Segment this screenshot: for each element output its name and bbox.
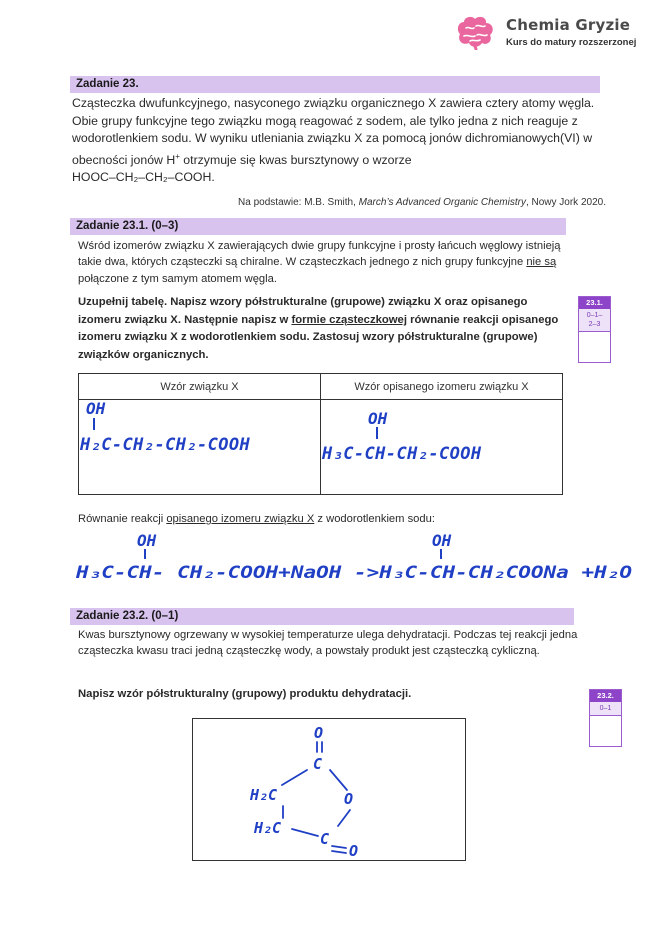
subtask-232-instruction: Napisz wzór półstrukturalny (grupowy) produktu dehydratacji. — [78, 688, 412, 700]
score-points-line-2: 2–3 — [588, 321, 601, 328]
source-book: March’s Advanced Organic Chemistry — [358, 197, 526, 208]
subtask-232-title: Zadanie 23.2. (0–1) — [70, 608, 574, 625]
table-header-compound-x: Wzór związku X — [79, 374, 320, 400]
equation-text: H₃C-CH- CH₂-COOH+NaOH ->H₃C-CH-CH₂COONa +H₂O — [74, 563, 633, 582]
atom-h2c-2: H₂C — [254, 819, 282, 837]
atom-h2c-1: H₂C — [250, 786, 278, 804]
intro-text-cont: otrzymuje się kwas bursztynowy o wzorze — [179, 152, 412, 167]
score-points-line-1: 0–1 — [599, 705, 612, 712]
equation-oh-2: OH — [432, 531, 452, 550]
subtask-232-text: Kwas bursztynowy ogrzewany w wysokiej temperaturze ulega dehydratacji. Podczas tej reakcji jedna cząsteczka kwasu traci jedną cząsteczkę wody, a powstały produkt jest cząsteczką cykliczną. — [78, 629, 578, 658]
answer-isomer-oh: OH — [368, 409, 388, 428]
task-title: Zadanie 23. — [70, 76, 600, 93]
instruction-underlined: formie cząsteczkowej — [291, 313, 407, 326]
subtask-231-text-b: połączone z tym samym atomem węgla. — [78, 272, 277, 285]
source-prefix: Na podstawie: M.B. Smith, — [238, 197, 359, 208]
intro-superscript: + — [175, 151, 180, 161]
source-suffix: , Nowy Jork 2020. — [525, 197, 606, 208]
answer-x-formula: H₂C-CH₂-CH₂-COOH — [80, 435, 251, 455]
intro-formula: HOOC–CH₂–CH₂–COOH. — [72, 170, 215, 185]
bond-double-4 — [332, 851, 346, 853]
score-label: 23.2. — [590, 690, 621, 702]
brand-subtitle: Kurs do matury rozszerzonej — [506, 37, 637, 48]
atom-c-bottom: C — [320, 830, 330, 848]
bond-ring-1 — [282, 770, 307, 785]
instruction-b: równanie reakcji opisanego izomeru związku X z wodorotlenkiem sodu. Zastosuj wzory półstrukturalne (grupowe) związków organicznych. — [78, 313, 559, 361]
answer-isomer-formula: H₃C-CH-CH₂-COOH — [322, 444, 482, 464]
intro-text: Cząsteczka dwufunkcyjnego, nasyconego związku organicznego X zawiera cztery atomy węgla. Obie grupy funkcyjne tego związku mogą reagować z sodem, ale tylko jedna z nich reaguje z wodorotlenkiem sodu. W wyniku utleniania związku X za pomocą jonów dichromianowych(VI) w obecności jonów H — [72, 96, 595, 167]
atom-c-top: C — [313, 755, 323, 773]
table-header-isomer: Wzór opisanego izomeru związku X — [321, 374, 562, 400]
bond-ring-4 — [338, 810, 350, 826]
bond-ring-2 — [330, 770, 347, 790]
score-points-line-1: 0–1– — [586, 312, 603, 319]
instruction-a: Uzupełnij tabelę. Napisz wzory półstrukturalne (grupowe) związku X oraz opisanego izomeru związku X. Następnie napisz w — [78, 296, 528, 326]
score-label: 23.1. — [579, 297, 610, 309]
subtask-231-title: Zadanie 23.1. (0–3) — [70, 218, 566, 235]
answer-x-oh: OH — [86, 399, 106, 418]
equation-label-b: z wodorotlenkiem sodu: — [314, 513, 435, 525]
equation-label-a: Równanie reakcji — [78, 513, 167, 525]
bond-double-3 — [332, 846, 346, 848]
subtask-231-underlined: nie są — [526, 256, 557, 269]
subtask-231-text-a: Wśród izomerów związku X zawierających dwie grupy funkcyjne i prosty łańcuch węglowy istnieją takie dwa, których cząsteczki są chiralne. W cząsteczkach jednego z nich grupy funkcyjne — [78, 240, 561, 269]
atom-o-top: O — [314, 724, 324, 742]
equation-oh-1: OH — [137, 531, 157, 550]
equation-label-underlined: opisanego izomeru związku X — [166, 513, 315, 525]
atom-o-ring: O — [344, 790, 354, 808]
bond-ring-5 — [292, 829, 318, 836]
brand-title: Chemia Gryzie — [506, 16, 631, 34]
atom-o-bottom: O — [349, 842, 359, 860]
